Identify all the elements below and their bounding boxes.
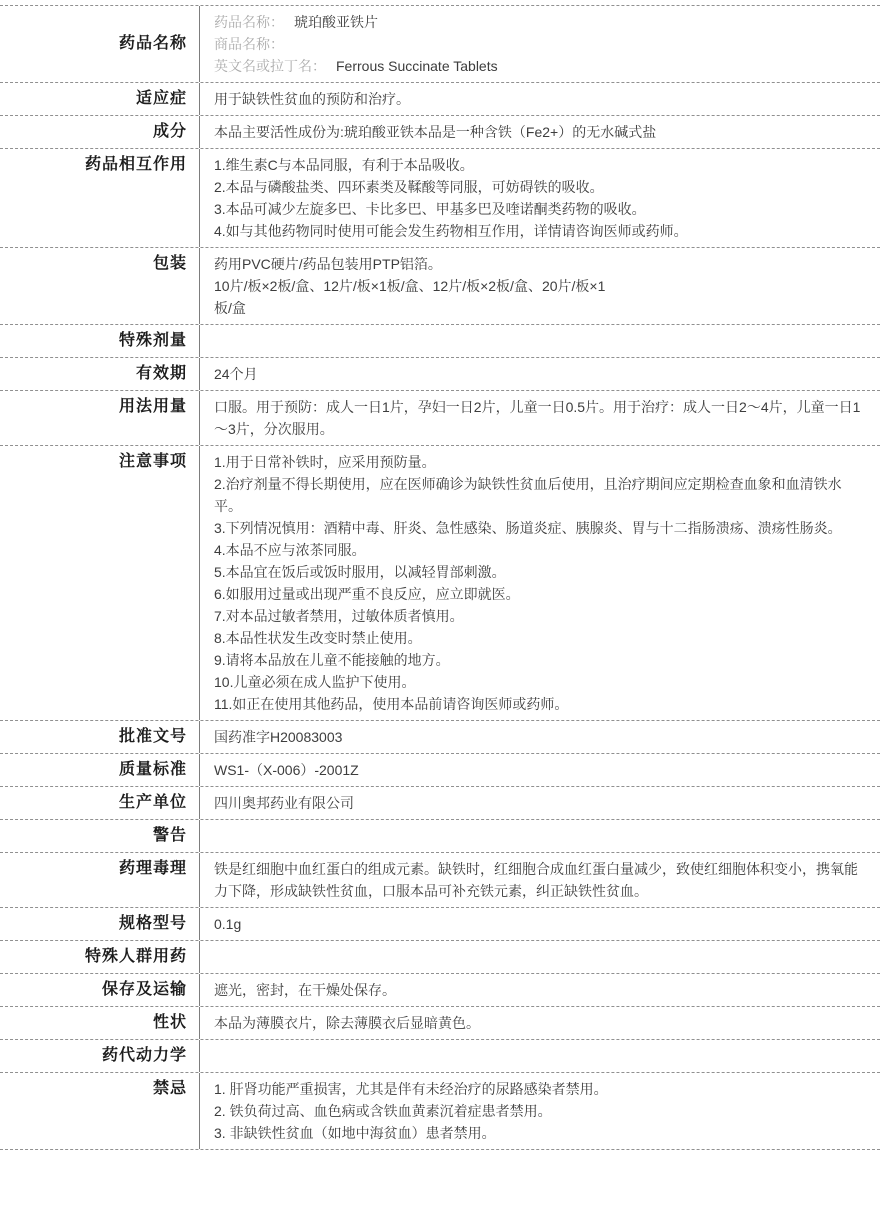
- content-line: WS1-（X-006）-2001Z: [214, 762, 359, 778]
- content-line: 3. 非缺铁性贫血（如地中海贫血）患者禁用。: [214, 1125, 496, 1141]
- table-row: [0, 248, 880, 325]
- field-value: 琥珀酸亚铁片: [294, 14, 378, 30]
- table-row: [0, 391, 880, 446]
- row-content: [200, 974, 880, 1006]
- content-line: 四川奥邦药业有限公司: [214, 795, 354, 811]
- table-row: [0, 721, 880, 754]
- content-line: 7.对本品过敏者禁用，过敏体质者慎用。: [214, 608, 464, 624]
- content-line: 板/盒: [214, 300, 246, 316]
- row-label: 特殊人群用药: [0, 941, 200, 973]
- row-content: [200, 908, 880, 940]
- table-row: [0, 941, 880, 974]
- row-content: [200, 358, 880, 390]
- content-line: 0.1g: [214, 916, 242, 932]
- table-row: [0, 820, 880, 853]
- field-line: [214, 11, 862, 33]
- row-content: [200, 787, 880, 819]
- content-line: 9.请将本品放在儿童不能接触的地方。: [214, 652, 450, 668]
- content-line: 2.治疗剂量不得长期使用，应在医师确诊为缺铁性贫血后使用，且治疗期间应定期检查血象和血清铁水平。: [214, 476, 842, 514]
- row-label: 用法用量: [0, 391, 200, 445]
- table-row: [0, 853, 880, 908]
- table-row: [0, 1040, 880, 1073]
- row-label: 规格型号: [0, 908, 200, 940]
- content-line: 1.用于日常补铁时，应采用预防量。: [214, 454, 436, 470]
- table-row: [0, 1073, 880, 1150]
- row-content: [200, 248, 880, 324]
- row-label: 生产单位: [0, 787, 200, 819]
- row-content: [200, 116, 880, 148]
- row-label: 成分: [0, 116, 200, 148]
- table-row: [0, 325, 880, 358]
- row-label: 质量标准: [0, 754, 200, 786]
- content-line: 口服。用于预防：成人一日1片，孕妇一日2片，儿童一日0.5片。用于治疗：成人一日2～4片，儿童一日1～3片，分次服用。: [214, 399, 861, 437]
- row-content: [200, 721, 880, 753]
- table-row: [0, 754, 880, 787]
- table-row: [0, 6, 880, 83]
- content-line: 6.如服用过量或出现严重不良反应，应立即就医。: [214, 586, 520, 602]
- table-row: [0, 446, 880, 721]
- content-line: 1. 肝肾功能严重损害，尤其是伴有未经治疗的尿路感染者禁用。: [214, 1081, 608, 1097]
- table-row: [0, 908, 880, 941]
- row-label: 注意事项: [0, 446, 200, 720]
- field-line: [214, 55, 862, 77]
- row-content: [200, 853, 880, 907]
- table-row: [0, 83, 880, 116]
- table-row: [0, 787, 880, 820]
- content-line: 药用PVC硬片/药品包装用PTP铝箔。: [214, 256, 442, 272]
- row-content: [200, 754, 880, 786]
- table-row: [0, 116, 880, 149]
- content-line: 本品主要活性成份为:琥珀酸亚铁本品是一种含铁（Fe2+）的无水碱式盐: [214, 124, 657, 140]
- field-key: 英文名或拉丁名：: [214, 58, 326, 74]
- row-label: 性状: [0, 1007, 200, 1039]
- row-label: 保存及运输: [0, 974, 200, 1006]
- table-row: [0, 974, 880, 1007]
- content-line: 10片/板×2板/盒、12片/板×1板/盒、12片/板×2板/盒、20片/板×1: [214, 278, 606, 294]
- row-label: 有效期: [0, 358, 200, 390]
- row-label: 特殊剂量: [0, 325, 200, 357]
- content-line: 24个月: [214, 366, 258, 382]
- row-label: 药理毒理: [0, 853, 200, 907]
- row-content: [200, 325, 880, 357]
- content-line: 8.本品性状发生改变时禁止使用。: [214, 630, 422, 646]
- content-line: 4.本品不应与浓茶同服。: [214, 542, 366, 558]
- content-line: 本品为薄膜衣片，除去薄膜衣后显暗黄色。: [214, 1015, 480, 1031]
- field-key: 药品名称：: [214, 14, 284, 30]
- content-line: 遮光，密封，在干燥处保存。: [214, 982, 396, 998]
- content-line: 2. 铁负荷过高、血色病或含铁血黄素沉着症患者禁用。: [214, 1103, 552, 1119]
- content-line: 4.如与其他药物同时使用可能会发生药物相互作用，详情请咨询医师或药师。: [214, 223, 688, 239]
- row-content: [200, 83, 880, 115]
- content-line: 1.维生素C与本品同服，有利于本品吸收。: [214, 157, 474, 173]
- row-label: 禁忌: [0, 1073, 200, 1149]
- row-label: 药代动力学: [0, 1040, 200, 1072]
- content-line: 用于缺铁性贫血的预防和治疗。: [214, 91, 410, 107]
- row-label: 适应症: [0, 83, 200, 115]
- content-line: 11.如正在使用其他药品，使用本品前请咨询医师或药师。: [214, 696, 569, 712]
- row-content: [200, 1040, 880, 1072]
- field-line: [214, 33, 862, 55]
- content-line: 铁是红细胞中血红蛋白的组成元素。缺铁时，红细胞合成血红蛋白量减少，致使红细胞体积变小，携氧能力下降，形成缺铁性贫血，口服本品可补充铁元素，纠正缺铁性贫血。: [214, 861, 858, 899]
- row-label: 批准文号: [0, 721, 200, 753]
- row-label: 警告: [0, 820, 200, 852]
- content-line: 3.下列情况慎用：酒精中毒、肝炎、急性感染、肠道炎症、胰腺炎、胃与十二指肠溃疡、溃疡性肠炎。: [214, 520, 842, 536]
- drug-info-table: [0, 5, 880, 1150]
- field-value: Ferrous Succinate Tablets: [336, 58, 498, 74]
- row-content: [200, 941, 880, 973]
- content-line: 5.本品宜在饭后或饭时服用，以减轻胃部刺激。: [214, 564, 506, 580]
- field-key: 商品名称：: [214, 36, 284, 52]
- row-content: [200, 391, 880, 445]
- table-row: [0, 1007, 880, 1040]
- content-line: 国药准字H20083003: [214, 729, 343, 745]
- row-content: [200, 1073, 880, 1149]
- content-line: 2.本品与磷酸盐类、四环素类及鞣酸等同服，可妨碍铁的吸收。: [214, 179, 604, 195]
- row-label: 包装: [0, 248, 200, 324]
- row-content: [200, 6, 880, 82]
- row-content: [200, 1007, 880, 1039]
- content-line: 10.儿童必须在成人监护下使用。: [214, 674, 416, 690]
- row-content: [200, 446, 880, 720]
- row-label: 药品名称: [0, 6, 200, 82]
- row-content: [200, 149, 880, 247]
- table-row: [0, 149, 880, 248]
- content-line: 3.本品可减少左旋多巴、卡比多巴、甲基多巴及喹诺酮类药物的吸收。: [214, 201, 646, 217]
- table-row: [0, 358, 880, 391]
- row-content: [200, 820, 880, 852]
- row-label: 药品相互作用: [0, 149, 200, 247]
